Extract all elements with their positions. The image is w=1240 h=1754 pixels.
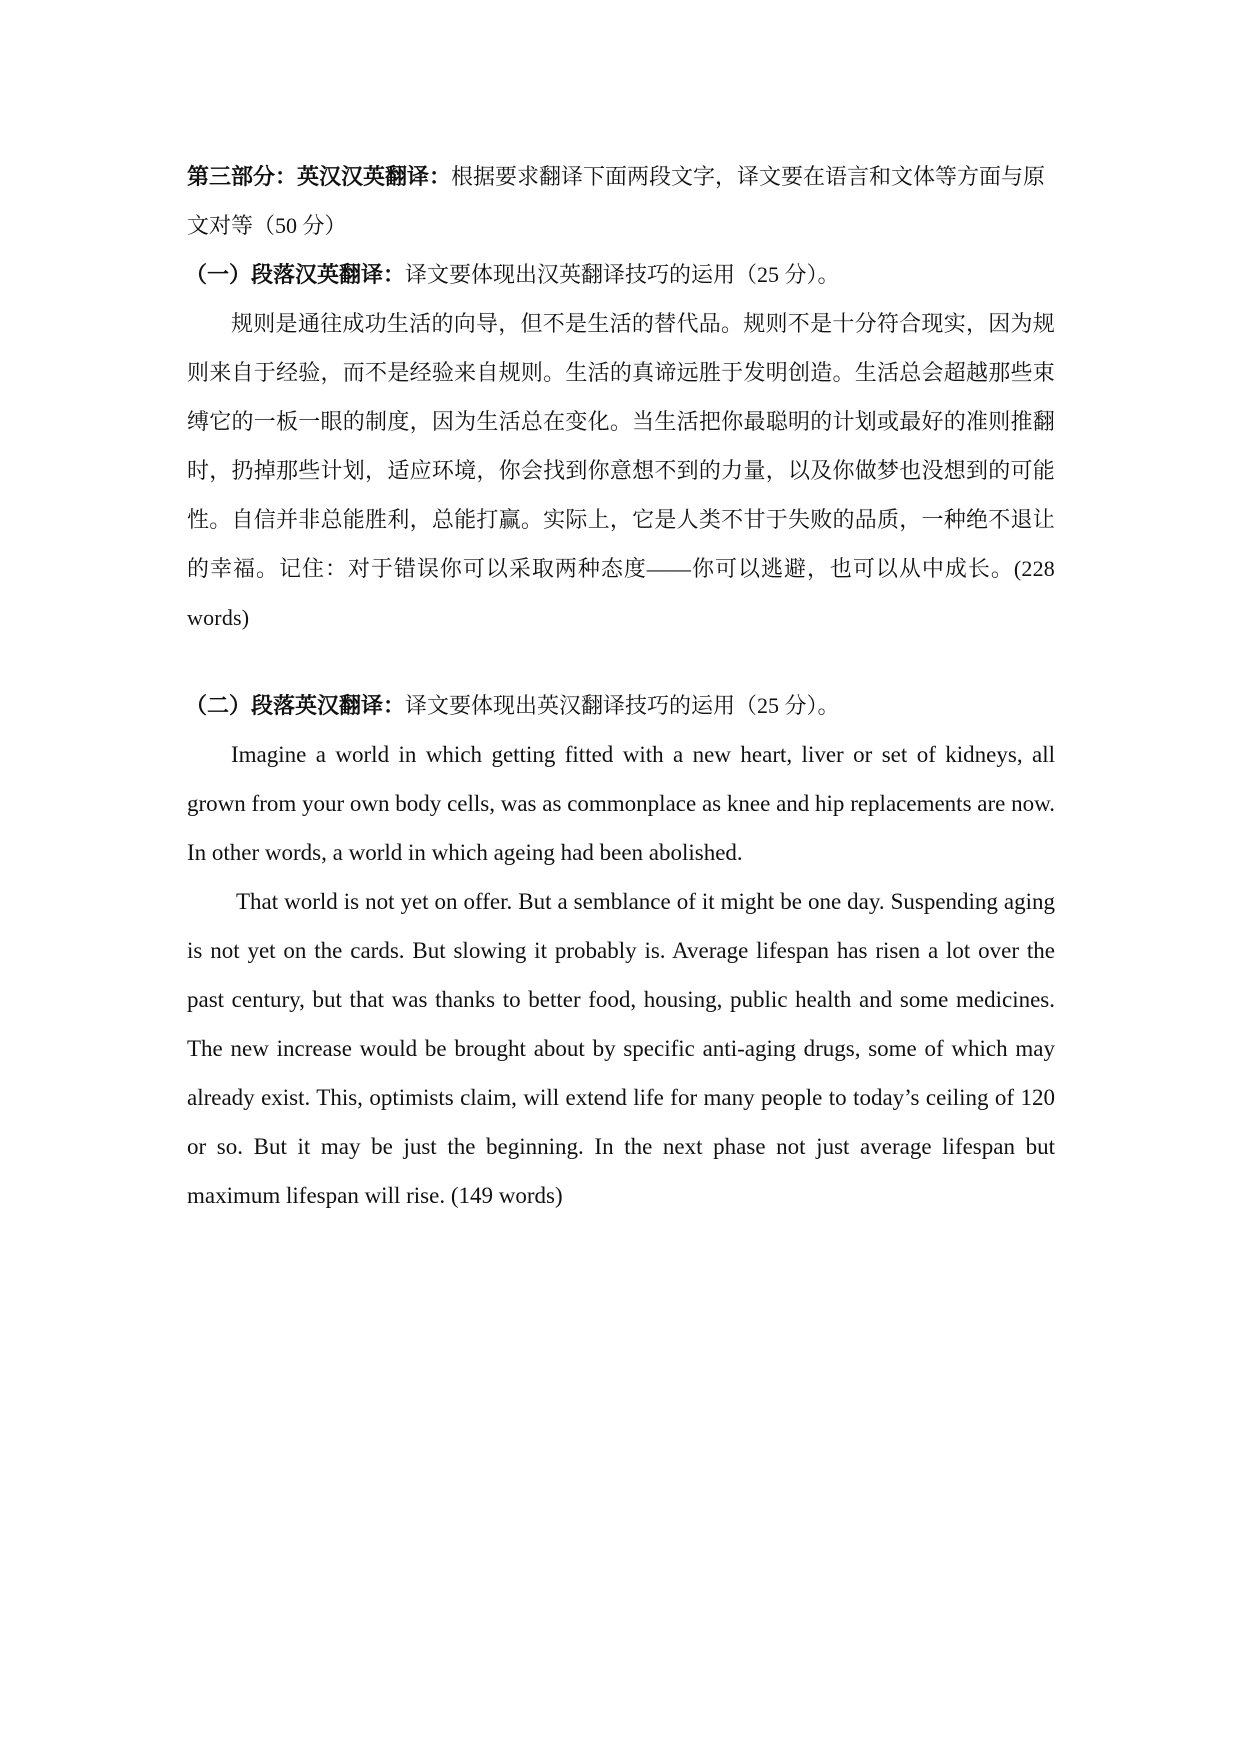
exam-page [187, 152, 1055, 1220]
section-spacer [187, 642, 1055, 681]
section2-heading-title: （二）段落英汉翻译： [185, 693, 406, 718]
section1-heading-title: （一）段落汉英翻译： [185, 262, 406, 287]
section1-chinese-paragraph: 规则是通往成功生活的向导，但不是生活的替代品。规则不是十分符合现实，因为规则来自于经验，而不是经验来自规则。生活的真谛远胜于发明创造。生活总会超越那些束缚它的一板一眼的制度，因为生活总在变化。当生活把你最聪明的计划或最好的准则推翻时，扔掉那些计划，适应环境，你会找到你意想不到的力量，以及你做梦也没想到的可能性。自信并非总能胜利，总能打赢。实际上，它是人类不甘于失败的品质，一种绝不退让的幸福。记住：对于错误你可以采取两种态度——你可以逃避，也可以从中成长。(228 words) [187, 311, 1055, 630]
section2-heading [185, 681, 1055, 730]
part-heading-instructions: 根据要求翻译下面两段文字，译文要在语言和文体等方面与原文对等（50 分） [187, 164, 1046, 238]
section1-heading [185, 250, 1055, 299]
section1-heading-instructions: 译文要体现出汉英翻译技巧的运用（25 分）。 [405, 262, 840, 287]
section2-heading-instructions: 译文要体现出英汉翻译技巧的运用（25 分）。 [405, 693, 840, 718]
section2-english-paragraph-2: That world is not yet on offer. But a semblance of it might be one day. Suspending aging is not yet on the cards. But slowing it probably is. Average lifespan has risen a lot over the past century, but that was thanks to better food, housing, public health and some medicines. The new increase would be brought about by specific anti-aging drugs, some of which may already exist. This, optimists claim, will extend life for many people to today’s ceiling of 120 or so. But it may be just the beginning. In the next phase not just average lifespan but maximum lifespan will rise. (149 words) [187, 889, 1055, 1208]
part-heading-title: 第三部分：英汉汉英翻译： [187, 164, 452, 189]
part-heading [187, 152, 1055, 250]
section2-english-paragraph-1: Imagine a world in which getting fitted with a new heart, liver or set of kidneys, all grown from your own body cells, was as commonplace as knee and hip replacements are now. In other words, a world in which ageing had been abolished. [187, 742, 1055, 865]
